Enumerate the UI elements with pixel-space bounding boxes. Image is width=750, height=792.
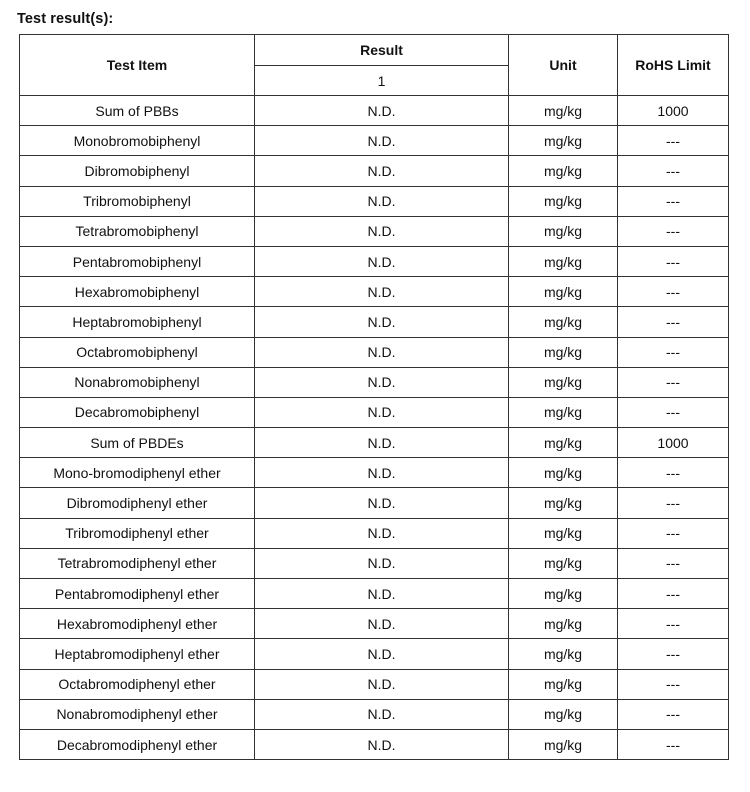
table-row	[20, 277, 729, 307]
cell-test-item: Tetrabromobiphenyl	[20, 216, 255, 246]
cell-unit: mg/kg	[509, 488, 618, 518]
cell-unit: mg/kg	[509, 458, 618, 488]
cell-result: N.D.	[255, 488, 509, 518]
cell-unit: mg/kg	[509, 609, 618, 639]
cell-unit: mg/kg	[509, 428, 618, 458]
cell-result: N.D.	[255, 337, 509, 367]
cell-test-item: Tetrabromodiphenyl ether	[20, 548, 255, 578]
cell-result: N.D.	[255, 639, 509, 669]
cell-result: N.D.	[255, 458, 509, 488]
cell-rohs-limit: 1000	[618, 428, 729, 458]
table-header	[20, 35, 729, 96]
cell-rohs-limit: ---	[618, 458, 729, 488]
cell-result: N.D.	[255, 729, 509, 759]
table-row	[20, 367, 729, 397]
cell-result: N.D.	[255, 126, 509, 156]
table-row	[20, 639, 729, 669]
cell-test-item: Decabromobiphenyl	[20, 397, 255, 427]
cell-test-item: Heptabromodiphenyl ether	[20, 639, 255, 669]
cell-rohs-limit: ---	[618, 307, 729, 337]
cell-result: N.D.	[255, 96, 509, 126]
table-body	[20, 96, 729, 760]
cell-rohs-limit: ---	[618, 156, 729, 186]
header-rohs-limit: RoHS Limit	[618, 35, 729, 96]
cell-result: N.D.	[255, 307, 509, 337]
header-result: Result	[255, 35, 509, 66]
cell-rohs-limit: ---	[618, 699, 729, 729]
cell-unit: mg/kg	[509, 156, 618, 186]
test-results-table	[19, 34, 729, 760]
cell-rohs-limit: ---	[618, 609, 729, 639]
cell-result: N.D.	[255, 609, 509, 639]
cell-unit: mg/kg	[509, 367, 618, 397]
cell-result: N.D.	[255, 246, 509, 276]
cell-rohs-limit: ---	[618, 639, 729, 669]
cell-test-item: Sum of PBDEs	[20, 428, 255, 458]
cell-unit: mg/kg	[509, 246, 618, 276]
cell-test-item: Tribromobiphenyl	[20, 186, 255, 216]
table-row	[20, 458, 729, 488]
cell-rohs-limit: ---	[618, 488, 729, 518]
cell-result: N.D.	[255, 548, 509, 578]
table-row	[20, 337, 729, 367]
cell-result: N.D.	[255, 156, 509, 186]
table-row	[20, 609, 729, 639]
cell-unit: mg/kg	[509, 579, 618, 609]
cell-result: N.D.	[255, 669, 509, 699]
cell-unit: mg/kg	[509, 186, 618, 216]
cell-result: N.D.	[255, 428, 509, 458]
cell-test-item: Nonabromobiphenyl	[20, 367, 255, 397]
cell-test-item: Hexabromodiphenyl ether	[20, 609, 255, 639]
cell-result: N.D.	[255, 397, 509, 427]
cell-test-item: Sum of PBBs	[20, 96, 255, 126]
cell-unit: mg/kg	[509, 337, 618, 367]
cell-unit: mg/kg	[509, 96, 618, 126]
cell-rohs-limit: ---	[618, 186, 729, 216]
table-row	[20, 307, 729, 337]
cell-unit: mg/kg	[509, 548, 618, 578]
cell-result: N.D.	[255, 216, 509, 246]
cell-test-item: Hexabromobiphenyl	[20, 277, 255, 307]
cell-unit: mg/kg	[509, 639, 618, 669]
cell-test-item: Dibromodiphenyl ether	[20, 488, 255, 518]
cell-unit: mg/kg	[509, 216, 618, 246]
table-row	[20, 216, 729, 246]
table-row	[20, 397, 729, 427]
cell-unit: mg/kg	[509, 277, 618, 307]
cell-unit: mg/kg	[509, 729, 618, 759]
table-row	[20, 126, 729, 156]
cell-unit: mg/kg	[509, 669, 618, 699]
cell-rohs-limit: ---	[618, 216, 729, 246]
cell-test-item: Tribromodiphenyl ether	[20, 518, 255, 548]
cell-test-item: Octabromodiphenyl ether	[20, 669, 255, 699]
table-row	[20, 579, 729, 609]
header-test-item: Test Item	[20, 35, 255, 96]
cell-rohs-limit: ---	[618, 397, 729, 427]
cell-rohs-limit: ---	[618, 669, 729, 699]
table-row	[20, 186, 729, 216]
cell-rohs-limit: ---	[618, 367, 729, 397]
table-row	[20, 518, 729, 548]
table-row	[20, 488, 729, 518]
cell-test-item: Nonabromodiphenyl ether	[20, 699, 255, 729]
cell-test-item: Mono-bromodiphenyl ether	[20, 458, 255, 488]
cell-unit: mg/kg	[509, 397, 618, 427]
cell-rohs-limit: ---	[618, 548, 729, 578]
cell-unit: mg/kg	[509, 307, 618, 337]
table-row	[20, 669, 729, 699]
header-result-sample-number: 1	[255, 66, 509, 96]
cell-rohs-limit: ---	[618, 579, 729, 609]
section-title: Test result(s):	[17, 11, 114, 27]
table-row	[20, 156, 729, 186]
cell-test-item: Decabromodiphenyl ether	[20, 729, 255, 759]
table-row	[20, 428, 729, 458]
cell-unit: mg/kg	[509, 518, 618, 548]
cell-rohs-limit: ---	[618, 337, 729, 367]
header-unit: Unit	[509, 35, 618, 96]
cell-unit: mg/kg	[509, 699, 618, 729]
cell-result: N.D.	[255, 579, 509, 609]
cell-rohs-limit: 1000	[618, 96, 729, 126]
cell-test-item: Pentabromodiphenyl ether	[20, 579, 255, 609]
cell-rohs-limit: ---	[618, 518, 729, 548]
cell-test-item: Dibromobiphenyl	[20, 156, 255, 186]
cell-rohs-limit: ---	[618, 277, 729, 307]
cell-result: N.D.	[255, 186, 509, 216]
cell-test-item: Monobromobiphenyl	[20, 126, 255, 156]
table-row	[20, 729, 729, 759]
cell-result: N.D.	[255, 699, 509, 729]
cell-unit: mg/kg	[509, 126, 618, 156]
table-row	[20, 246, 729, 276]
table-row	[20, 699, 729, 729]
table-row	[20, 96, 729, 126]
cell-test-item: Pentabromobiphenyl	[20, 246, 255, 276]
cell-rohs-limit: ---	[618, 729, 729, 759]
cell-test-item: Heptabromobiphenyl	[20, 307, 255, 337]
cell-test-item: Octabromobiphenyl	[20, 337, 255, 367]
cell-result: N.D.	[255, 277, 509, 307]
table-row	[20, 548, 729, 578]
cell-result: N.D.	[255, 518, 509, 548]
cell-rohs-limit: ---	[618, 246, 729, 276]
cell-result: N.D.	[255, 367, 509, 397]
cell-rohs-limit: ---	[618, 126, 729, 156]
